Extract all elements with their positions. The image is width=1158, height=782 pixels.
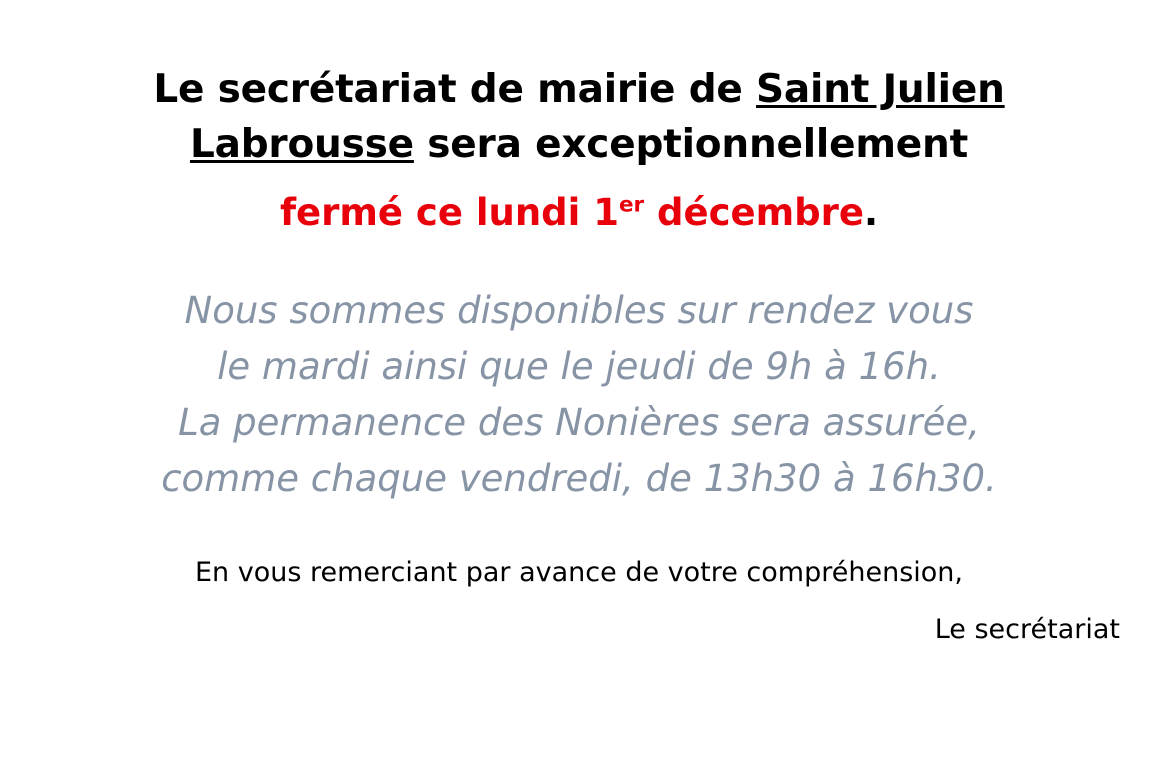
- headline-commune: Saint Julien Labrousse: [189, 67, 1005, 168]
- availability-line: Nous sommes disponibles sur rendez vous: [184, 288, 974, 332]
- closing-remark: En vous remerciant par avance de votre compréhension,: [195, 557, 963, 589]
- headline-suffix: sera exceptionnellement: [413, 122, 969, 168]
- availability-line: le mardi ainsi que le jeudi de 9h à 16h.: [217, 344, 941, 388]
- page-title: [0, 0, 1158, 173]
- closure-text-primary: fermé ce lundi 1: [279, 190, 619, 234]
- signature: Le secrétariat: [934, 613, 1120, 645]
- closure-text-secondary: décembre: [644, 190, 864, 234]
- headline-prefix: Le secrétariat de mairie de: [153, 67, 757, 112]
- availability-block: [0, 239, 1158, 508]
- closure-statement: [0, 187, 1158, 239]
- availability-line: La permanence des Nonières sera assurée,: [178, 401, 980, 445]
- closure-period: .: [864, 190, 879, 234]
- closure-ordinal-suffix: er: [618, 192, 645, 218]
- availability-line: comme chaque vendredi, de 13h30 à 16h30.: [161, 457, 997, 501]
